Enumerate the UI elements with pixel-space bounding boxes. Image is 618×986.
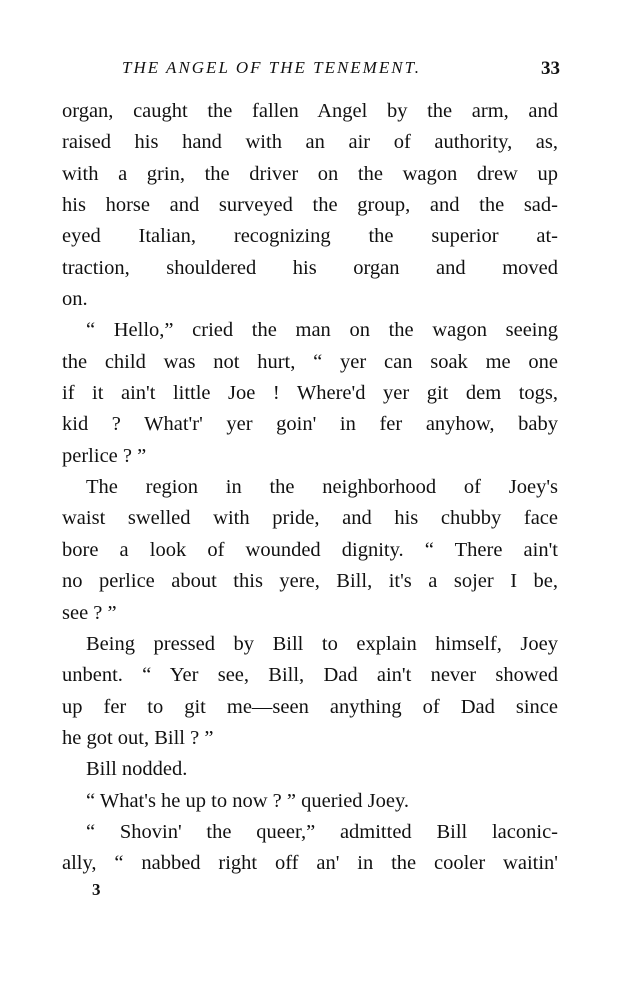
text-line: organ, caught the fallen Angel by the arm, and xyxy=(62,100,558,122)
text-line: kid ? What'r' yer goin' in fer anyhow, baby xyxy=(62,413,558,436)
text-line: “ Hello,” cried the man on the wagon seeing xyxy=(86,319,558,342)
text-line: with a grin, the driver on the wagon drew up xyxy=(62,162,558,185)
text-line: see ? ” xyxy=(62,601,117,624)
page-number: 33 xyxy=(541,58,560,79)
text-line: the child was not hurt, “ yer can soak me one xyxy=(62,350,558,373)
page-header xyxy=(62,52,560,86)
text-line: ally, “ nabbed right off an' in the cooler waitin' xyxy=(62,852,558,875)
text-line: eyed Italian, recognizing the superior at- xyxy=(62,225,558,248)
text-line: traction, shouldered his organ and moved xyxy=(62,256,558,279)
text-line: Being pressed by Bill to explain himself, Joey xyxy=(86,632,558,655)
text-line: “ What's he up to now ? ” queried Joey. xyxy=(86,789,410,812)
body-text xyxy=(62,96,558,880)
signature-mark: 3 xyxy=(92,880,101,899)
text-line: his horse and surveyed the group, and the sad- xyxy=(62,194,558,217)
text-line: on. xyxy=(62,288,88,311)
text-line: up fer to git me—seen anything of Dad since xyxy=(62,695,558,718)
text-line: he got out, Bill ? ” xyxy=(62,726,214,749)
text-line: no perlice about this yere, Bill, it's a sojer I be, xyxy=(62,570,558,593)
text-line: waist swelled with pride, and his chubby face xyxy=(62,507,558,530)
text-line: unbent. “ Yer see, Bill, Dad ain't never showed xyxy=(62,664,558,687)
text-line: “ Shovin' the queer,” admitted Bill laconic- xyxy=(86,820,558,843)
text-line: bore a look of wounded dignity. “ There ain't xyxy=(62,538,558,561)
text-line: if it ain't little Joe ! Where'd yer git dem togs, xyxy=(62,382,558,405)
running-head: THE ANGEL OF THE TENEMENT. xyxy=(122,58,422,77)
text-line: perlice ? ” xyxy=(62,444,147,467)
text-line: The region in the neighborhood of Joey's xyxy=(86,476,558,499)
text-line: Bill nodded. xyxy=(86,758,188,781)
text-line: raised his hand with an air of authority, as, xyxy=(62,131,558,154)
